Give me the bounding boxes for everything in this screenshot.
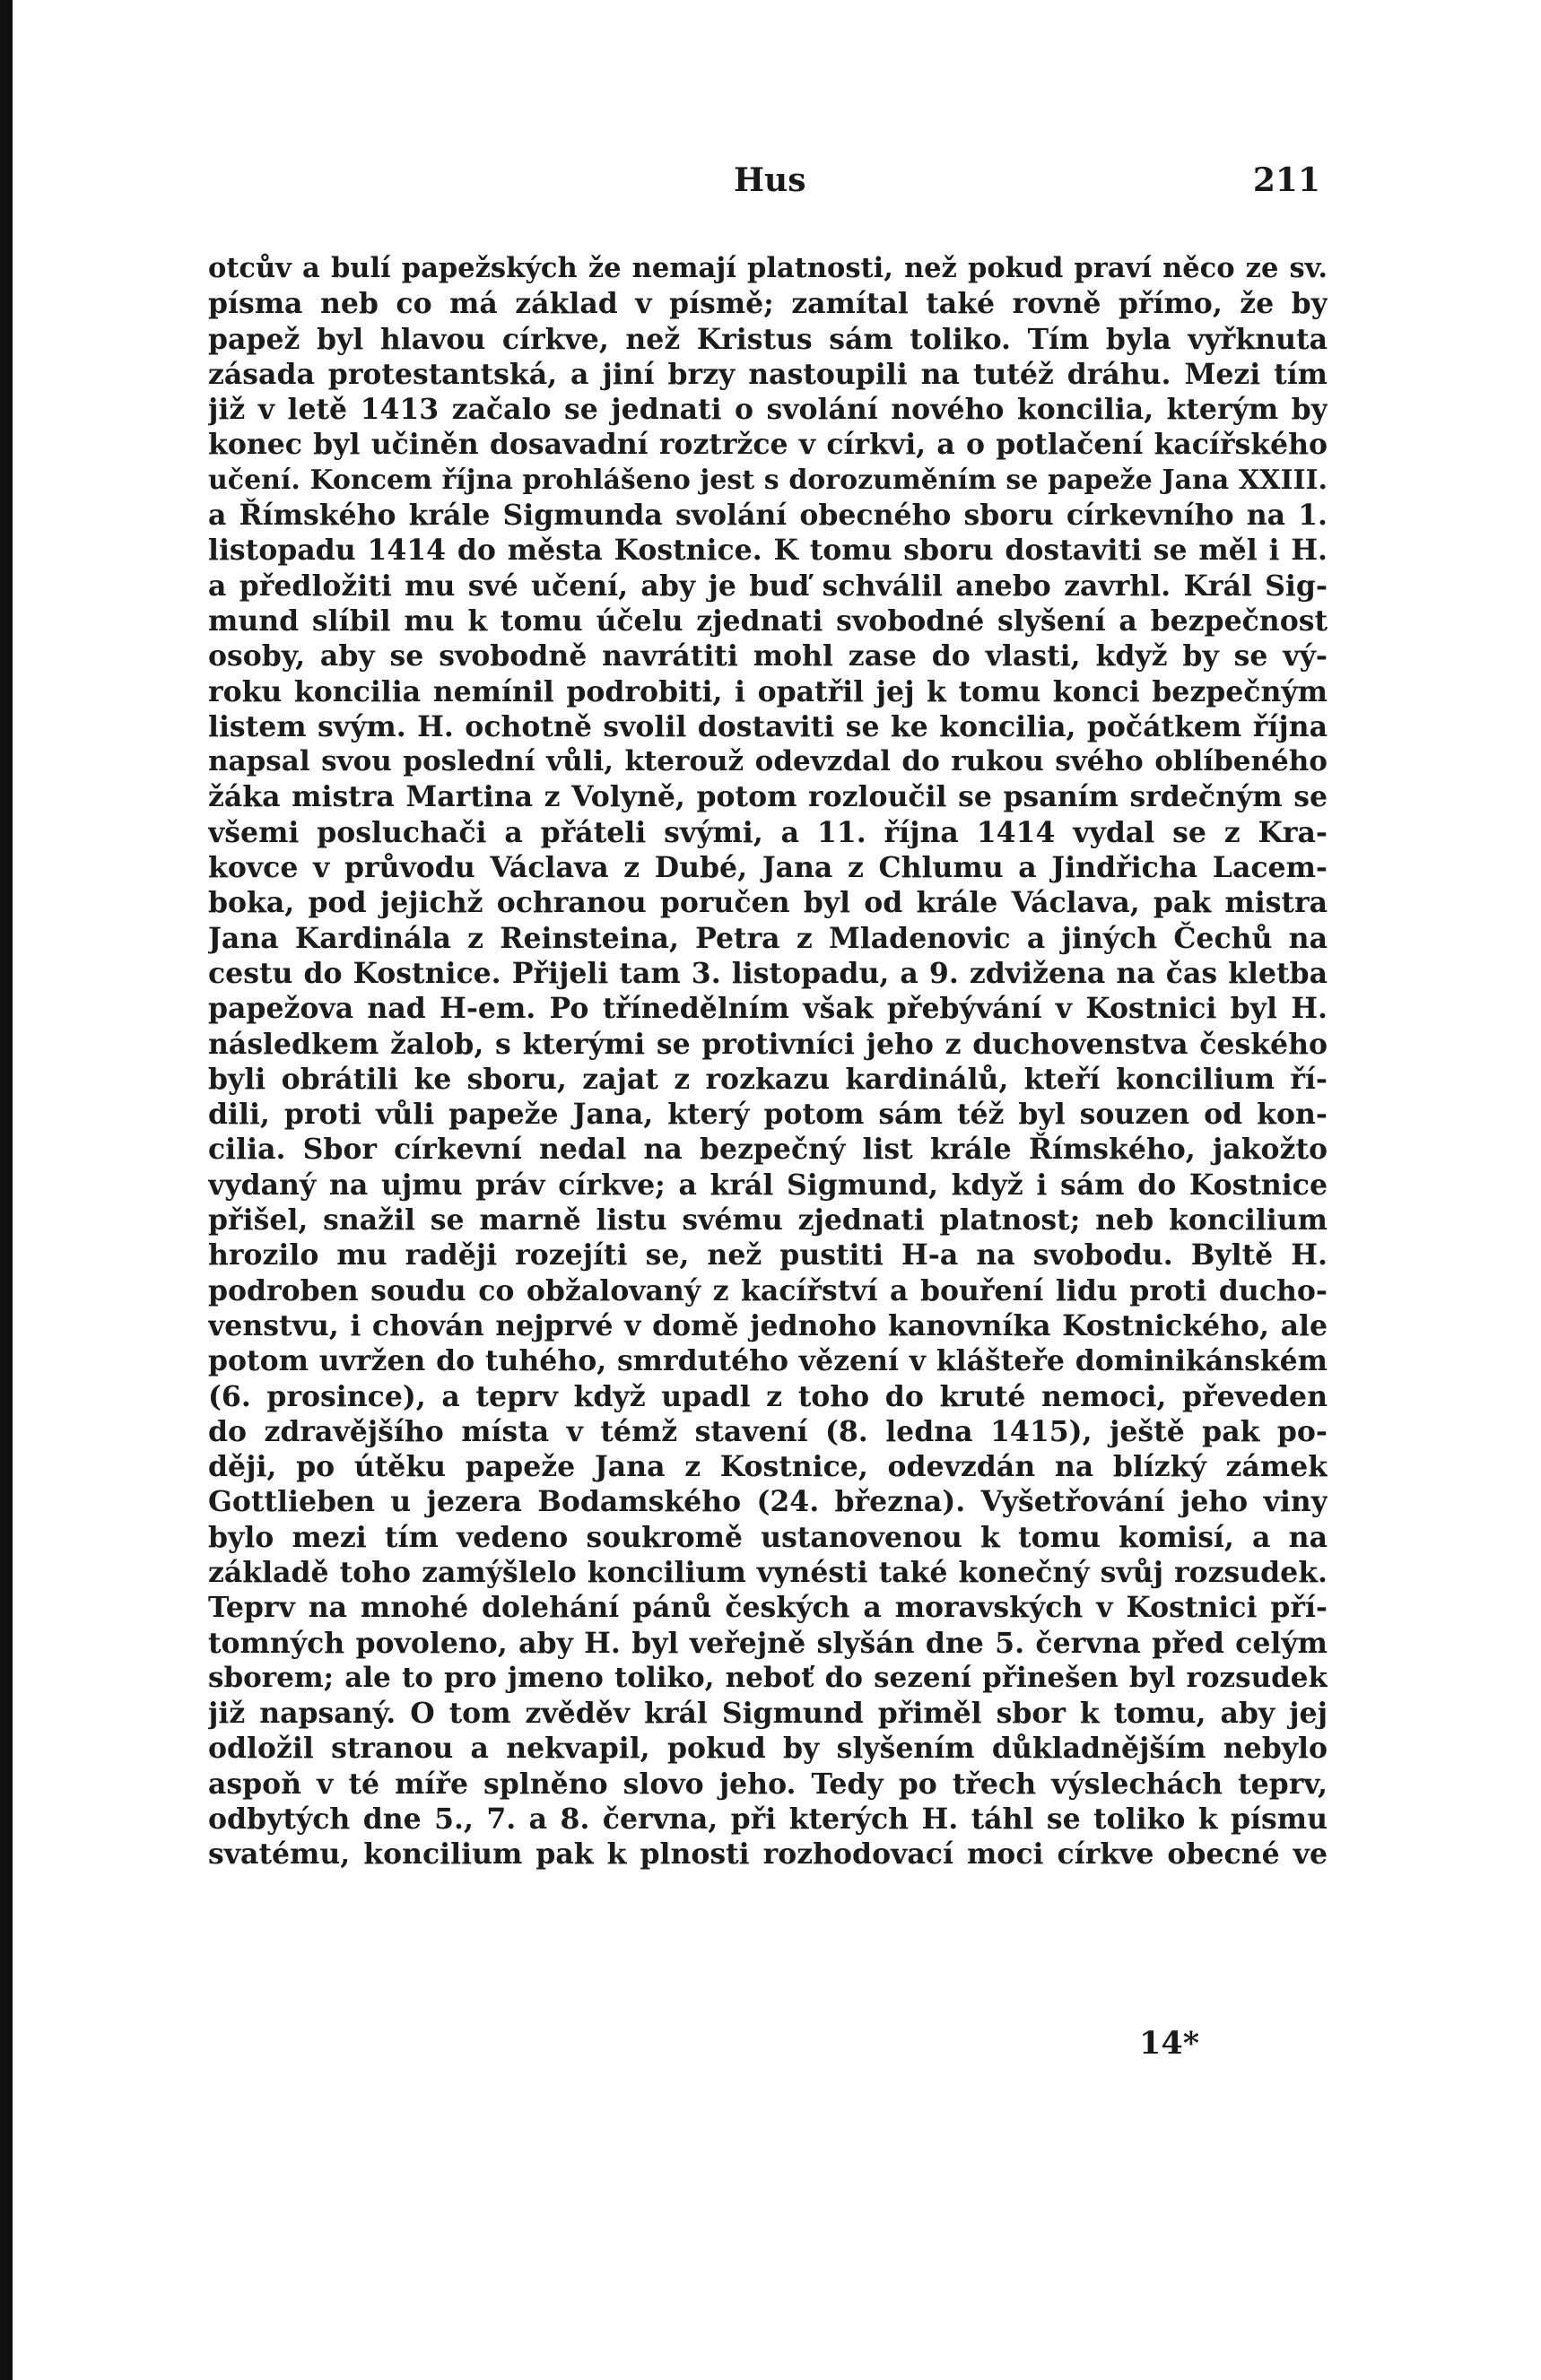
text-line: ději, po útěku papeže Jana z Kostnice, odevzdán na blízký zámek: [208, 1450, 1328, 1484]
text-line: otcův a bulí papežských že nemají platnosti, než pokud praví něco ze sv.: [208, 252, 1328, 284]
text-line: odbytých dne 5., 7. a 8. června, při kterých H. táhl se toliko k písmu: [208, 1802, 1328, 1837]
text-line: odložil stranou a nekvapil, pokud by slyšením důkladnějším nebylo: [208, 1732, 1328, 1766]
text-line: konec byl učiněn dosavadní roztržce v církvi, a o potlačení kacířského: [208, 428, 1328, 462]
signature-mark: 14*: [1139, 2025, 1200, 2062]
text-line: bylo mezi tím vedeno soukromě ustanovenou k tomu komisí, a na: [208, 1520, 1328, 1554]
text-line: dili, proti vůli papeže Jana, který potom sám též byl souzen od kon-: [208, 1098, 1328, 1132]
text-line: základě toho zamýšlelo koncilium vynésti také konečný svůj rozsudek.: [208, 1555, 1328, 1589]
text-line: Gottlieben u jezera Bodamského (24. března). Vyšetřování jeho viny: [208, 1485, 1328, 1519]
text-line: vydaný na ujmu práv církve; a král Sigmund, když i sám do Kostnice: [208, 1168, 1328, 1202]
text-line: podroben soudu co obžalovaný z kacířství a bouření lidu proti ducho-: [208, 1273, 1328, 1307]
text-line: venstvu, i chován nejprvé v domě jednoho kanovníka Kostnického, ale: [208, 1308, 1328, 1342]
text-line: listopadu 1414 do města Kostnice. K tomu sboru dostaviti se měl i H.: [208, 534, 1328, 568]
text-line: a Římského krále Sigmunda svolání obecného sboru církevního na 1.: [208, 499, 1328, 533]
text-line: boka, pod jejichž ochranou poručen byl od krále Václava, pak mistra: [208, 886, 1328, 920]
text-line: papežova nad H-em. Po třínedělním však přebývání v Kostnici byl H.: [208, 992, 1328, 1026]
text-line: papež byl hlavou církve, než Kristus sám toliko. Tím byla vyřknuta: [208, 322, 1328, 356]
text-line: zásada protestantská, a jiní brzy nastoupili na tutéž dráhu. Mezi tím: [208, 357, 1328, 391]
text-line: sborem; ale to pro jmeno toliko, neboť do sezení přinešen byl rozsudek: [208, 1661, 1328, 1694]
text-line: kovce v průvodu Václava z Dubé, Jana z Chlumu a Jindřicha Lacem-: [208, 851, 1328, 885]
text-line: aspoň v té míře splněno slovo jeho. Tedy po třech výslechách teprv,: [208, 1767, 1328, 1801]
text-line: tomných povoleno, aby H. byl veřejně slyšán dne 5. června před celým: [208, 1626, 1328, 1660]
text-line: Jana Kardinála z Reinsteina, Petra z Mladenovic a jiných Čechů na: [208, 921, 1328, 955]
text-line: (6. prosince), a teprv když upadl z toho do kruté nemoci, převeden: [208, 1379, 1328, 1413]
text-line: písma neb co má základ v písmě; zamítal také rovně přímo, že by: [208, 287, 1328, 321]
text-line: potom uvržen do tuhého, smrdutého vězení v klášteře dominikánském: [208, 1344, 1328, 1378]
text-line: žáka mistra Martina z Volyně, potom rozloučil se psaním srdečným se: [208, 780, 1328, 814]
text-line: cilia. Sbor církevní nedal na bezpečný list krále Římského, jakožto: [208, 1133, 1328, 1167]
text-line: všemi posluchači a přáteli svými, a 11. října 1414 vydal se z Kra-: [208, 815, 1328, 849]
text-line: učení. Koncem října prohlášeno jest s dorozuměním se papeže Jana XXIII.: [208, 464, 1328, 496]
text-line: do zdravějšího místa v témž stavení (8. ledna 1415), ještě pak po-: [208, 1414, 1328, 1448]
text-line: následkem žalob, s kterými se protivníci jeho z duchovenstva českého: [208, 1027, 1328, 1061]
scan-border: [0, 0, 13, 2380]
text-line: již napsaný. O tom zvěděv král Sigmund přiměl sbor k tomu, aby jej: [208, 1697, 1328, 1731]
text-line: byli obrátili ke sboru, zajat z rozkazu kardinálů, kteří koncilium ří-: [208, 1062, 1328, 1096]
page-number: 211: [1252, 161, 1320, 199]
body-text: [208, 251, 1328, 1872]
text-line: a předložiti mu své učení, aby je buď schválil anebo zavrhl. Král Sig-: [208, 569, 1328, 603]
text-line: napsal svou poslední vůli, kterouž odevzdal do rukou svého oblíbeného: [208, 745, 1328, 778]
running-title: Hus: [734, 161, 806, 199]
text-line: listem svým. H. ochotně svolil dostaviti se ke koncilia, počátkem října: [208, 709, 1328, 743]
text-line: přišel, snažil se marně listu svému zjednati platnost; neb koncilium: [208, 1203, 1328, 1238]
text-line: mund slíbil mu k tomu účelu zjednati svobodné slyšení a bezpečnost: [208, 604, 1328, 638]
text-line: již v letě 1413 začalo se jednati o svolání nového koncilia, kterým by: [208, 393, 1328, 427]
text-line: svatému, koncilium pak k plnosti rozhodovací moci církve obecné ve: [208, 1837, 1328, 1872]
page-header: [208, 152, 1328, 206]
text-line: cestu do Kostnice. Přijeli tam 3. listopadu, a 9. zdvižena na čas kletba: [208, 956, 1328, 990]
text-line: Teprv na mnohé dolehání pánů českých a moravských v Kostnici pří-: [208, 1591, 1328, 1625]
text-line: osoby, aby se svobodně navrátiti mohl zase do vlasti, když by se vý-: [208, 639, 1328, 673]
text-line: roku koncilia nemínil podrobiti, i opatřil jej k tomu konci bezpečným: [208, 674, 1328, 708]
text-line: hrozilo mu raději rozejíti se, než pustiti H-a na svobodu. Byltě H.: [208, 1238, 1328, 1273]
